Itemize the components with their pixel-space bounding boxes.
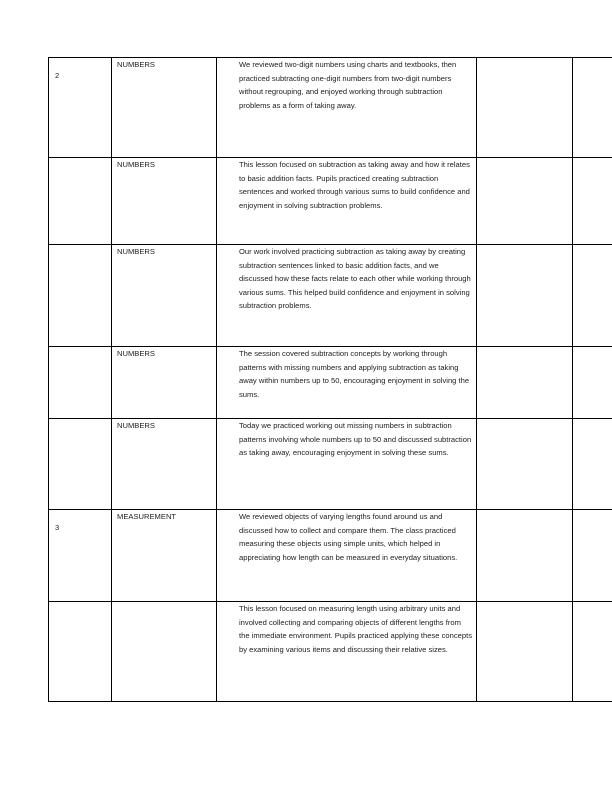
table-row	[49, 419, 612, 510]
empty-cell	[477, 245, 573, 347]
empty-cell	[573, 347, 612, 419]
summary-cell: Today we practiced working out missing numbers in subtraction patterns involving whole numbers up to 50 and discussed subtraction as taking away, encouraging enjoyment in solving these sums.	[217, 419, 477, 510]
empty-cell	[573, 58, 612, 158]
empty-cell	[477, 347, 573, 419]
week-cell	[49, 245, 112, 347]
summary-cell: The session covered subtraction concepts by working through patterns with missing numbers and applying subtraction as taking away within numbers up to 50, encouraging enjoyment in solving the sums.	[217, 347, 477, 419]
table-row	[49, 158, 612, 245]
week-number: 2	[55, 71, 60, 80]
table-row	[49, 602, 612, 702]
strand-cell: NUMBERS	[112, 419, 217, 510]
strand-cell	[112, 602, 217, 702]
empty-cell	[573, 602, 612, 702]
table-row	[49, 245, 612, 347]
summary-cell: This lesson focused on subtraction as taking away and how it relates to basic addition facts. Pupils practiced creating subtraction sentences and worked through various sums to build confidence and enjoyment in solving subtraction problems.	[217, 158, 477, 245]
week-cell	[49, 347, 112, 419]
empty-cell	[573, 245, 612, 347]
empty-cell	[573, 158, 612, 245]
week-cell	[49, 602, 112, 702]
strand-cell: MEASUREMENT	[112, 510, 217, 602]
lesson-record-table	[48, 57, 612, 702]
summary-cell: We reviewed objects of varying lengths found around us and discussed how to collect and compare them. The class practiced measuring these objects using simple units, which helped in appreciating how length can be measured in everyday situations.	[217, 510, 477, 602]
summary-cell: Our work involved practicing subtraction as taking away by creating subtraction sentences linked to basic addition facts, and we discussed how these facts relate to each other while working through various sums. This helped build confidence and enjoyment in solving subtraction problems.	[217, 245, 477, 347]
empty-cell	[477, 58, 573, 158]
empty-cell	[477, 419, 573, 510]
empty-cell	[573, 510, 612, 602]
empty-cell	[477, 602, 573, 702]
table-row	[49, 58, 612, 158]
table-row	[49, 347, 612, 419]
strand-cell: NUMBERS	[112, 158, 217, 245]
summary-cell: We reviewed two-digit numbers using charts and textbooks, then practiced subtracting one-digit numbers from two-digit numbers without regrouping, and enjoyed working through subtraction problems as a form of taking away.	[217, 58, 477, 158]
week-cell	[49, 58, 112, 158]
week-number: 3	[55, 523, 60, 532]
summary-cell: This lesson focused on measuring length using arbitrary units and involved collecting and comparing objects of different lengths from the immediate environment. Pupils practiced applying these concepts by examining various items and discussing their relative sizes.	[217, 602, 477, 702]
week-cell	[49, 419, 112, 510]
strand-cell: NUMBERS	[112, 245, 217, 347]
table-row	[49, 510, 612, 602]
week-cell	[49, 510, 112, 602]
empty-cell	[573, 419, 612, 510]
strand-cell: NUMBERS	[112, 347, 217, 419]
week-cell	[49, 158, 112, 245]
strand-cell: NUMBERS	[112, 58, 217, 158]
empty-cell	[477, 158, 573, 245]
empty-cell	[477, 510, 573, 602]
